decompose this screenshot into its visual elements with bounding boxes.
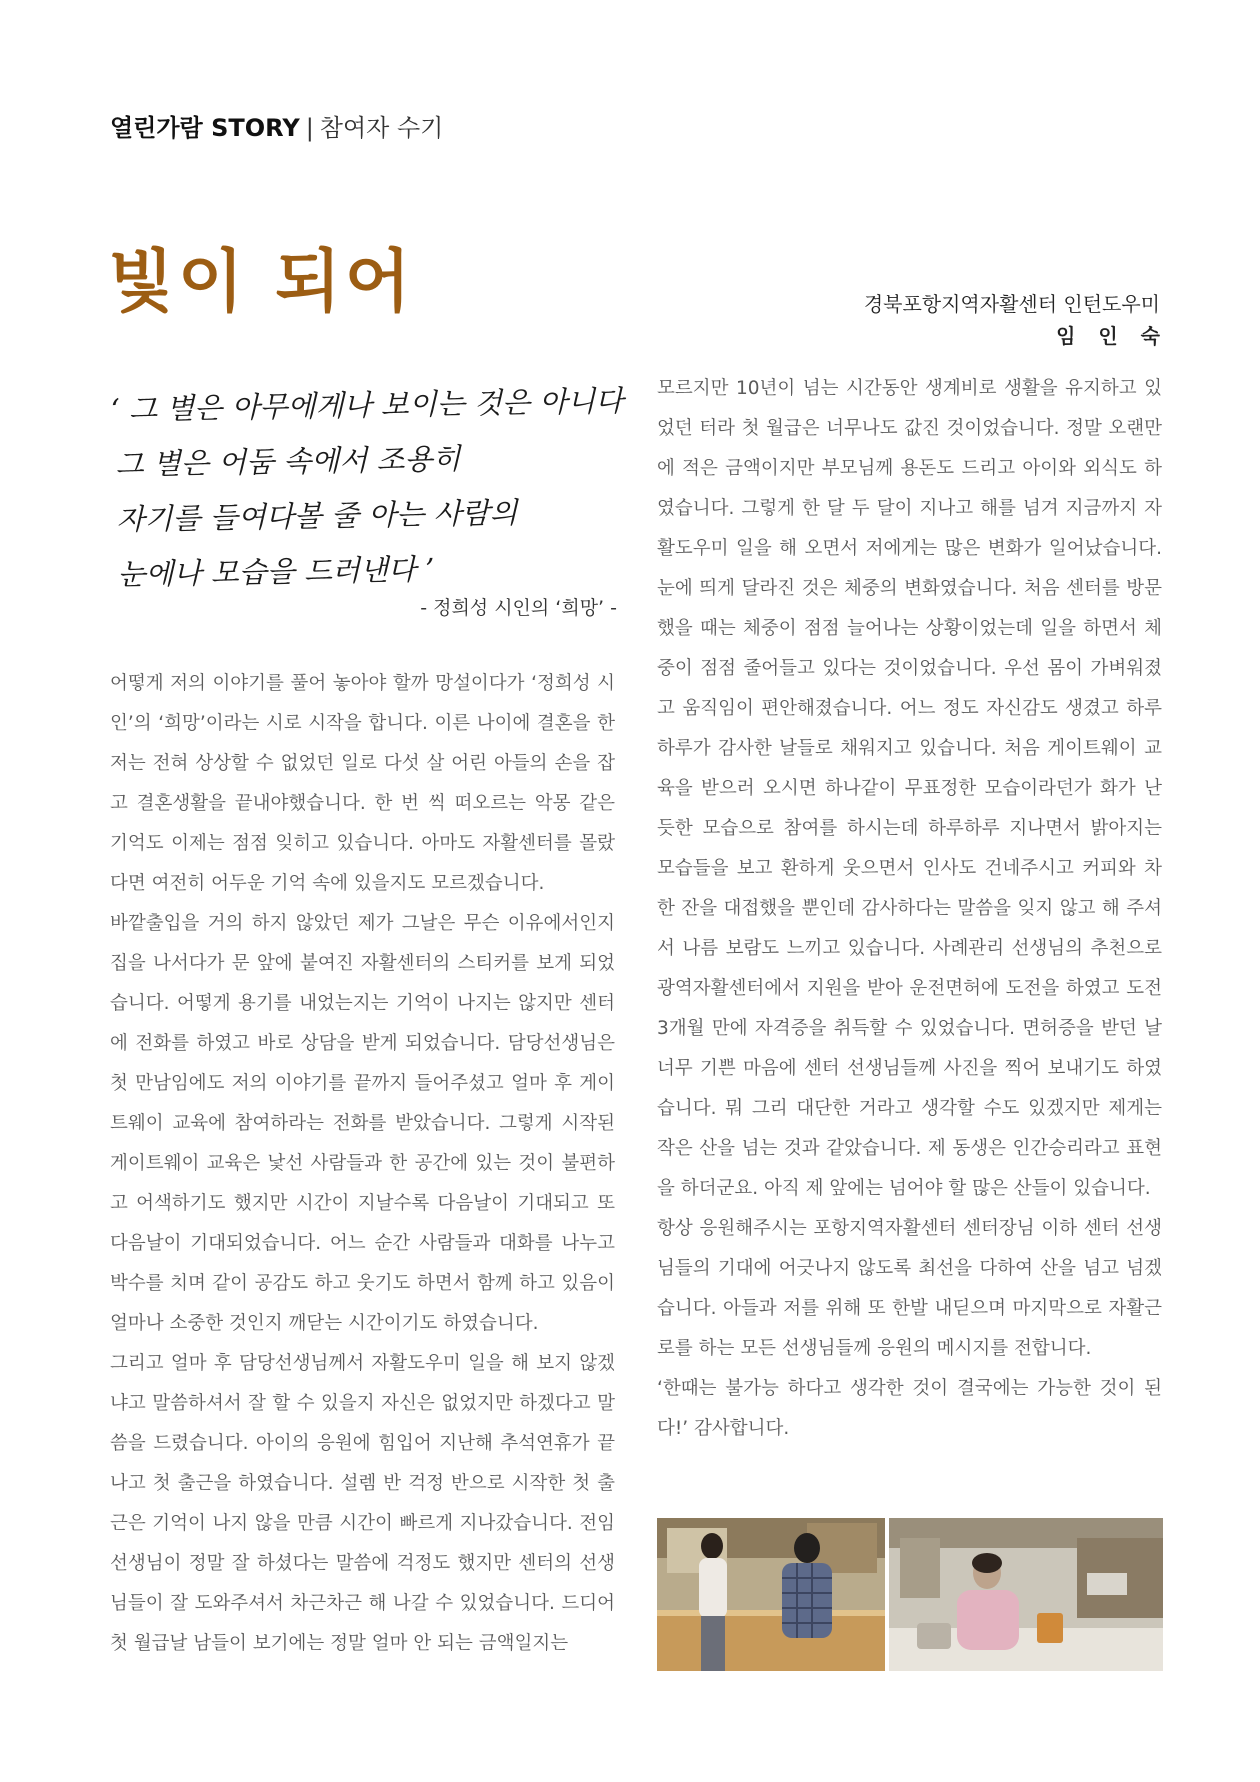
author-affiliation: 경북포항지역자활센터 인턴도우미 xyxy=(863,292,1160,316)
author-name: 임 인 숙 xyxy=(1056,324,1168,348)
poem-line: 그 별은 어둠 속에서 조용히 xyxy=(115,441,461,482)
author-block xyxy=(863,288,1168,352)
poem-line: 눈에나 모습을 드러낸다 ’ xyxy=(117,551,435,592)
poem-line: 자기를 들여다볼 줄 아는 사람의 xyxy=(116,495,518,537)
poem-line: ‘ 그 별은 아무에게나 보이는 것은 아니다 xyxy=(110,383,624,427)
body-paragraph: 항상 응원해주시는 포항지역자활센터 센터장님 이하 센터 선생님들의 기대에 어긋나지 않도록 최선을 다하여 산을 넘고 넘겠습니다. 아들과 저를 위해 또 한발 내딛으며 마지막으로 자활근로를 하는 모든 선생님들께 응원의 메시지를 전합니다. xyxy=(657,1218,1162,1359)
section-label: 참여자 수기 xyxy=(319,114,444,142)
body-column-left xyxy=(110,664,615,1664)
body-paragraph: 어떻게 저의 이야기를 풀어 놓아야 할까 망설이다가 ‘정희성 시인’의 ‘희망’이라는 시로 시작을 합니다. 이른 나이에 결혼을 한 저는 전혀 상상할 수 없었던 일로 다섯 살 어린 아들의 손을 잡고 결혼생활을 끝내야했습니다. 한 번 씩 떠오르는 악몽 같은 기억도 이제는 점점 잊히고 있습니다. 아마도 자활센터를 몰랐다면 여전히 어두운 기억 속에 있을지도 모르겠습니다. xyxy=(110,673,615,894)
header-separator: | xyxy=(305,114,314,142)
body-paragraph: 모르지만 10년이 넘는 시간동안 생계비로 생활을 유지하고 있었던 터라 첫 월급은 너무나도 값진 것이었습니다. 정말 오랜만에 적은 금액이지만 부모님께 용돈도 드리고 아이와 외식도 하였습니다. 그렇게 한 달 두 달이 지나고 해를 넘겨 지금까지 자활도우미 일을 해 오면서 저에게는 많은 변화가 일어났습니다. 눈에 띄게 달라진 것은 체중의 변화였습니다. 처음 센터를 방문 했을 때는 체중이 점점 늘어나는 상황이었는데 일을 하면서 체중이 점점 줄어들고 있다는 것이었습니다. 우선 몸이 가벼워졌고 움직임이 편안해졌습니다. 어느 정도 자신감도 생겼고 하루하루가 감사한 날들로 채워지고 있습니다. 처음 게이트웨이 교육을 받으러 오시면 하나같이 무표정한 모습이라던가 화가 난 듯한 모습으로 참여를 하시는데 하루하루 지나면서 밝아지는 모습들을 보고 환하게 웃으면서 인사도 건네주시고 커피와 차 한 잔을 대접했을 뿐인데 감사하다는 말씀을 잊지 않고 해 주셔서 나름 보람도 느끼고 있습니다. 사례관리 선생님의 추천으로 광역자활센터에서 지원을 받아 운전면허에 도전을 하였고 도전 3개월 만에 자격증을 취득할 수 있었습니다. 면허증을 받던 날 너무 기쁜 마음에 센터 선생님들께 사진을 찍어 보내기도 하였습니다. 뭐 그리 대단한 거라고 생각할 수도 있겠지만 제게는 작은 산을 넘는 것과 같았습니다. 제 동생은 인간승리라고 표현을 하더군요. 아직 제 앞에는 넘어야 할 많은 산들이 있습니다. xyxy=(657,378,1162,1199)
poem-quote xyxy=(110,373,634,602)
center-office-photo xyxy=(657,1518,1163,1671)
page-header xyxy=(110,108,443,143)
poem-credit: - 정희성 시인의 ‘희망’ - xyxy=(420,597,617,619)
photo-illustration xyxy=(657,1518,1163,1671)
article-title: 빛이 되어 xyxy=(108,242,415,322)
magazine-brand: 열린가람 STORY xyxy=(110,114,300,142)
body-column-right xyxy=(657,369,1162,1449)
body-paragraph: 바깥출입을 거의 하지 않았던 제가 그날은 무슨 이유에서인지 집을 나서다가 문 앞에 붙여진 자활센터의 스티커를 보게 되었습니다. 어떻게 용기를 내었는지는 기억이 나지는 않지만 센터에 전화를 하였고 바로 상담을 받게 되었습니다. 담당선생님은 첫 만남임에도 저의 이야기를 끝까지 들어주셨고 얼마 후 게이트웨이 교육에 참여하라는 전화를 받았습니다. 그렇게 시작된 게이트웨이 교육은 낯선 사람들과 한 공간에 있는 것이 불편하고 어색하기도 했지만 시간이 지날수록 다음날이 기대되고 또 다음날이 기대되었습니다. 어느 순간 사람들과 대화를 나누고 박수를 치며 같이 공감도 하고 웃기도 하면서 함께 하고 있음이 얼마나 소중한 것인지 깨닫는 시간이기도 하였습니다. xyxy=(110,913,615,1334)
body-paragraph: 그리고 얼마 후 담당선생님께서 자활도우미 일을 해 보지 않겠냐고 말씀하셔서 잘 할 수 있을지 자신은 없었지만 하겠다고 말씀을 드렸습니다. 아이의 응원에 힘입어 지난해 추석연휴가 끝나고 첫 출근을 하였습니다. 설렘 반 걱정 반으로 시작한 첫 출근은 기억이 나지 않을 만큼 시간이 빠르게 지나갔습니다. 전임 선생님이 정말 잘 하셨다는 말씀에 걱정도 했지만 센터의 선생님들이 잘 도와주셔서 차근차근 해 나갈 수 있었습니다. 드디어 첫 월급날 남들이 보기에는 정말 얼마 안 되는 금액일지는 xyxy=(110,1353,615,1654)
body-paragraph: ‘한때는 불가능 하다고 생각한 것이 결국에는 가능한 것이 된다!’ 감사합니다. xyxy=(657,1378,1162,1439)
